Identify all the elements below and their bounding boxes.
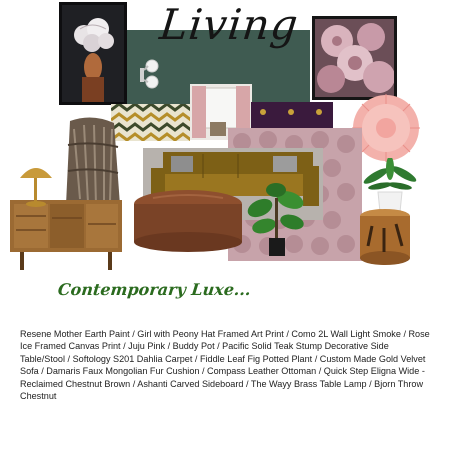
product-list: Resene Mother Earth Paint / Girl with Peony Hat Framed Art Print / Como 2L Wall Light Smoke / Rose Ice Framed Canvas Print / Juju Pink / Buddy Pot / Pacific Solid Teak Stump Decorative Side Table/Stool / Softology S201 Dahlia Carpet / Fiddle Leaf Fig Potted Plant / Custom Made Gold Velvet Sofa / Damaris Faux Mongolian Fur Cushion / Compass Leather Ottoman / Quick Step Eligna Wide - Reclaimed Chestnut Brown / Ashanti Carved Sideboard / The Wayy Brass Table Lamp / Bjorn Throw Chestnut xyxy=(20,329,430,402)
board-title: Living xyxy=(157,0,301,49)
rose-ice-canvas-print xyxy=(312,16,397,100)
fiddle-leaf-fig-icon xyxy=(242,178,312,258)
girl-peony-art-print xyxy=(59,2,127,105)
wall-light-icon xyxy=(138,54,168,94)
leather-ottoman xyxy=(133,188,243,254)
buddy-pot-plant xyxy=(360,158,420,214)
brass-table-lamp-icon xyxy=(16,160,56,208)
board-subtitle: Contemporary Luxe... xyxy=(57,280,252,299)
teak-stump-side-table xyxy=(358,208,412,266)
